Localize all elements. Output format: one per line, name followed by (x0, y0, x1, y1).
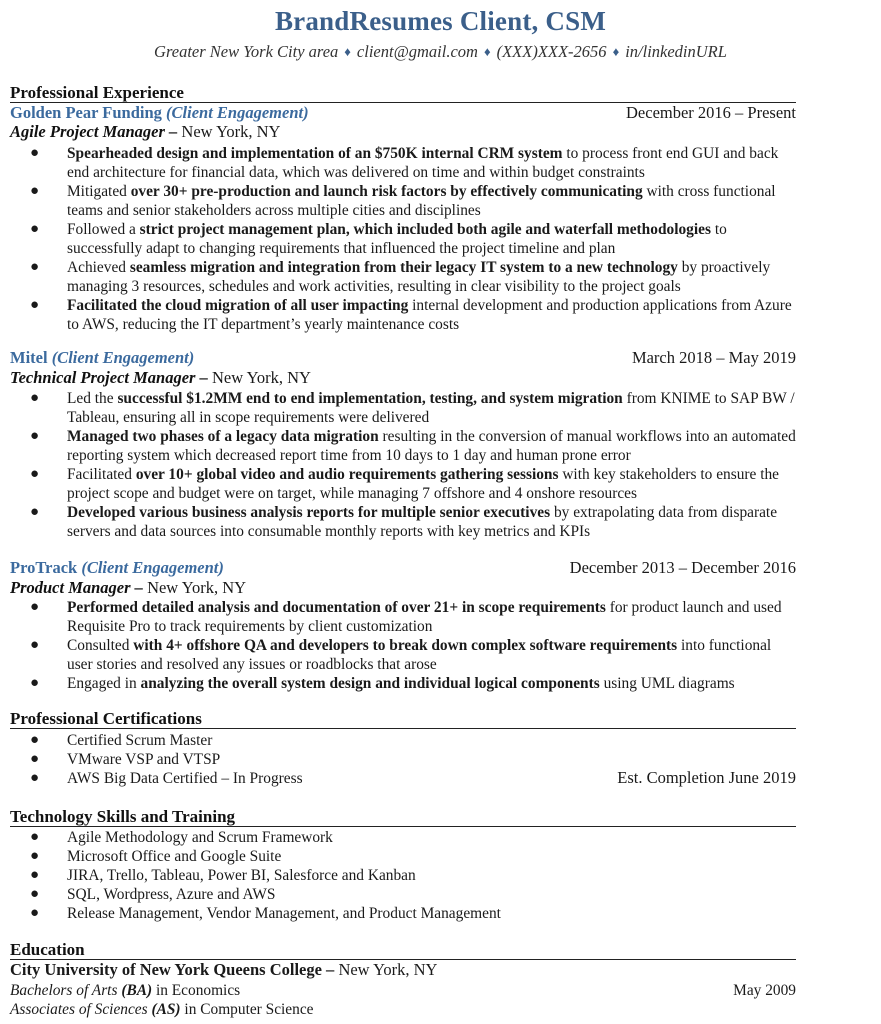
job-title: Product Manager – (10, 578, 143, 597)
section-heading-education: Education (10, 941, 796, 960)
company-name: Golden Pear Funding (Client Engagement) (10, 103, 309, 122)
job-bullets (10, 144, 796, 334)
list-item: ● Performed detailed analysis and documentation of over 21+ in scope requirements for product launch and used Requisite Pro to track requirements by client customization (30, 599, 782, 635)
list-item: ● Certified Scrum Master (30, 732, 213, 749)
list-item: ● JIRA, Trello, Tableau, Power BI, Salesforce and Kanban (30, 867, 416, 884)
degree-date: May 2009 (733, 982, 796, 999)
school-name: City University of New York Queens College – (10, 960, 335, 979)
separator-diamond-icon: ♦ (344, 44, 351, 59)
list-item: ● Facilitated the cloud migration of all user impacting internal development and production applications from Azure to AWS, reducing the IT department’s yearly maintenance costs (30, 297, 792, 333)
degree-line (10, 981, 796, 1000)
job-header (10, 558, 796, 578)
list-item: ● Release Management, Vendor Management, and Product Management (30, 905, 501, 922)
job-title: Technical Project Manager – (10, 368, 208, 387)
job-dates: December 2016 – Present (626, 103, 796, 122)
degree-field: in Computer Science (184, 1001, 314, 1018)
list-item: ● VMware VSP and VTSP (30, 751, 221, 768)
list-item: ● Agile Methodology and Scrum Framework (30, 829, 333, 846)
job-bullets (10, 598, 796, 693)
degree-line (10, 1000, 796, 1019)
certification-completion (10, 768, 796, 788)
list-item: ● Facilitated over 10+ global video and audio requirements gathering sessions with key stakeholders to ensure the project scope and budget were on target, while managing 7 offshore and 4 onshore resources (30, 466, 780, 502)
list-item: ● AWS Big Data Certified – In Progress (30, 770, 303, 787)
list-item: ● Managed two phases of a legacy data migration resulting in the conversion of manual workflows into an automated reporting system which decreased report time from 10 days to 1 day and human prone error (30, 428, 796, 464)
contact-line (0, 42, 881, 62)
candidate-name: BrandResumes Client, CSM (274, 6, 607, 36)
degree-abbr: (AS) (151, 1001, 181, 1018)
list-item: ● Engaged in analyzing the overall system design and individual logical components using UML diagrams (30, 675, 735, 692)
job-title: Agile Project Manager – (10, 122, 178, 141)
list-item: ● Consulted with 4+ offshore QA and developers to break down complex software requirements into functional user stories and resolved any issues or roadblocks that arose (30, 637, 772, 673)
list-item: ● SQL, Wordpress, Azure and AWS (30, 886, 276, 903)
job-title-line (10, 368, 796, 388)
list-item: ● Developed various business analysis reports for multiple senior executives by extrapolating data from disparate servers and data sources into consumable monthly reports with key metrics and KPIs (30, 504, 778, 540)
school-location: New York, NY (338, 960, 438, 979)
job-dates: March 2018 – May 2019 (631, 348, 796, 367)
list-item: ● Followed a strict project management plan, which included both agile and waterfall methodologies to successfully adapt to changing requirements that influenced the project timeline and plan (30, 221, 727, 257)
separator-diamond-icon: ♦ (483, 44, 491, 59)
job-bullets (10, 389, 796, 541)
job-dates: December 2013 – December 2016 (569, 558, 796, 577)
job-title-line (10, 122, 796, 142)
separator-diamond-icon: ♦ (612, 44, 620, 59)
job-title-line (10, 578, 796, 598)
skills-list (10, 828, 796, 923)
job-location: New York, NY (211, 368, 311, 387)
contact-linkedin[interactable]: in/linkedinURL (625, 42, 727, 61)
completion-note: Est. Completion June 2019 (617, 768, 796, 787)
list-item: ● Achieved seamless migration and integration from their legacy IT system to a new technology by proactively managing 3 resources, schedules and work activities, resulting in clear visibility to the project goals (30, 259, 771, 295)
school-line (10, 960, 796, 980)
company-name: ProTrack (Client Engagement) (10, 558, 224, 577)
company-name: Mitel (Client Engagement) (10, 348, 195, 367)
list-item: ● Led the successful $1.2MM end to end implementation, testing, and system migration from KNIME to SAP BW / Tableau, ensuring all in scope requirements were delivered (30, 390, 795, 426)
list-item: ● Microsoft Office and Google Suite (30, 848, 282, 865)
degree-name: Associates of Sciences (10, 1001, 148, 1018)
degree-abbr: (BA) (121, 982, 153, 999)
degree-field: in Economics (155, 982, 241, 999)
job-location: New York, NY (181, 122, 281, 141)
job-header (10, 348, 796, 368)
list-item: ● Mitigated over 30+ pre-production and launch risk factors by effectively communicating with cross functional teams and senior stakeholders across multiple cities and disciplines (30, 183, 776, 219)
degree-name: Bachelors of Arts (10, 982, 118, 999)
contact-phone: (XXX)XXX-2656 (496, 42, 607, 61)
section-heading-experience: Professional Experience (10, 84, 796, 103)
contact-location: Greater New York City area (154, 42, 339, 61)
section-heading-skills: Technology Skills and Training (10, 808, 796, 827)
list-item: ● Spearheaded design and implementation of an $750K internal CRM system to process front end GUI and back end architecture for financial data, which was delivered on time and within budget constraints (30, 145, 779, 181)
contact-email[interactable]: client@gmail.com (356, 42, 478, 61)
job-header (10, 103, 796, 123)
job-location: New York, NY (147, 578, 247, 597)
section-heading-certifications: Professional Certifications (10, 710, 796, 729)
